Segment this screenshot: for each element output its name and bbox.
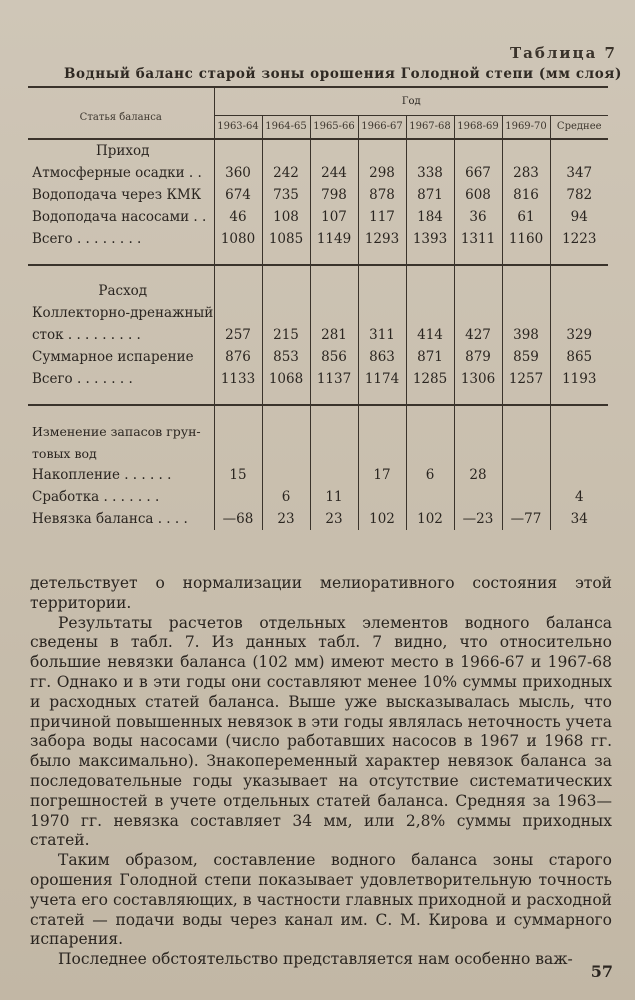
value-cell: 244 [310,162,358,184]
value-cell: 108 [262,206,310,228]
empty-cell [358,420,406,442]
value-cell [406,486,454,508]
empty-cell [502,265,550,280]
value-cell [214,486,262,508]
table-caption: Водный баланс старой зоны орошения Голодной степи (мм слоя) [64,66,622,82]
year-group-header: Год [214,87,608,115]
empty-cell [406,302,454,324]
empty-cell [262,405,310,420]
empty-cell [550,265,608,280]
value-cell: 865 [566,349,593,365]
empty-cell [454,280,502,302]
value-cell [262,464,310,486]
section-title-change: Изменение запасов грун- [28,420,214,442]
value-cell: 283 [502,162,550,184]
value-cell: 1068 [262,368,310,390]
value-cell: 338 [406,162,454,184]
spacer-cell [28,390,214,405]
empty-cell [262,390,310,405]
value-cell: 735 [262,184,310,206]
value-cell: 1257 [502,368,550,390]
value-cell: 215 [262,324,310,346]
value-cell: 117 [358,206,406,228]
stat-column-header: Статья баланса [28,87,214,139]
value-cell: 28 [454,464,502,486]
empty-cell [550,139,608,162]
empty-cell [262,280,310,302]
water-balance-table [28,86,608,530]
section-title-change-cont: товых вод [28,442,214,464]
empty-cell [358,405,406,420]
empty-cell [310,405,358,420]
value-cell: 871 [406,184,454,206]
empty-cell [406,390,454,405]
value-cell: 46 [214,206,262,228]
empty-cell [358,265,406,280]
value-cell: 1160 [502,228,550,250]
value-cell: 347 [566,165,593,181]
empty-cell [214,420,262,442]
table-row [28,162,608,184]
empty-cell [214,250,262,265]
value-cell: 1193 [562,371,597,387]
value-cell: 242 [262,162,310,184]
value-cell: 61 [502,206,550,228]
year-header: 1964-65 [262,115,310,139]
paragraph: Таким образом, составление водного баланса зоны старого орошения Голодной степи показывает удовлетворительную точность учета его составляющих, в частности главных приходной и расходной статей — подачи воды через канал им. С. М. Кирова и суммарного испарения. [30,851,612,949]
value-cell: 782 [566,187,593,203]
empty-cell [214,139,262,162]
value-cell: 863 [358,346,406,368]
value-cell: 853 [262,346,310,368]
value-cell: 1174 [358,368,406,390]
value-cell: 878 [358,184,406,206]
value-cell: 107 [310,206,358,228]
value-cell: 94 [570,209,588,225]
empty-cell [406,280,454,302]
value-cell: 414 [406,324,454,346]
empty-cell [358,139,406,162]
spacer-row [28,265,608,280]
page-number: 57 [590,962,613,981]
row-label: Суммарное испарение [28,346,214,368]
empty-cell [502,442,550,464]
value-cell: 879 [454,346,502,368]
value-cell: 298 [358,162,406,184]
section-title-income: Приход [28,139,214,162]
row-label: Водоподача через КМК [28,184,214,206]
empty-cell [310,250,358,265]
value-cell: 798 [310,184,358,206]
value-cell: 11 [310,486,358,508]
empty-cell [214,442,262,464]
table-row [28,324,608,346]
value-cell: 1393 [406,228,454,250]
value-cell: —68 [214,508,262,530]
empty-cell [454,302,502,324]
row-label: Сработка . . . . . . . [28,486,214,508]
value-cell: 23 [310,508,358,530]
value-cell: 184 [406,206,454,228]
value-cell [454,486,502,508]
paragraph: Последнее обстоятельство представляется нам особенно важ- [58,950,573,969]
empty-cell [454,250,502,265]
value-cell: 4 [574,489,584,505]
spacer-row [28,405,608,420]
section-title-expense: Расход [28,280,214,302]
spacer-cell [28,250,214,265]
value-cell: 816 [502,184,550,206]
empty-cell [454,442,502,464]
value-cell: 674 [214,184,262,206]
value-cell: 257 [214,324,262,346]
empty-cell [310,265,358,280]
paragraph: Результаты расчетов отдельных элементов водного баланса сведены в табл. 7. Из данных табл. 7 видно, что относительно большие невязки баланса (102 мм) имеют место в 1966-67 и 1967-68 гг. Однако и в эти годы они составляют менее 10% суммы приходных и расходных статей баланса. Выше уже высказывалась мысль, что причиной повышенных невязок в эти годы являлась неточность учета забора воды насосами (число работавших насосов в 1967 и 1968 гг. было максимально). Знакопеременный характер невязок баланса за последовательные годы указывает на отсутствие систематических погрешностей в учете отдельных статей баланса. Средняя за 1963—1970 гг. невязка составляет 34 мм, или 2,8% суммы приходных статей. [30,613,612,850]
year-header: 1969-70 [502,115,550,139]
value-cell: 281 [310,324,358,346]
value-cell: 876 [214,346,262,368]
value-cell: 1293 [358,228,406,250]
empty-cell [454,265,502,280]
empty-cell [550,420,608,442]
value-cell: 1137 [310,368,358,390]
row-label: сток . . . . . . . . . [28,324,214,346]
value-cell: 102 [406,508,454,530]
empty-cell [406,405,454,420]
empty-cell [214,405,262,420]
table-row [28,442,608,464]
empty-cell [454,390,502,405]
empty-cell [262,442,310,464]
value-cell: 102 [358,508,406,530]
empty-cell [262,265,310,280]
value-cell [502,464,550,486]
row-label: Водоподача насосами . . [28,206,214,228]
empty-cell [310,302,358,324]
row-label: Невязка баланса . . . . [28,508,214,530]
spacer-cell [28,405,214,420]
empty-cell [502,302,550,324]
value-cell: 1311 [454,228,502,250]
row-label: Коллекторно-дренажный [28,302,214,324]
paragraph: детельствует о нормализации мелиоративного состояния этой территории. [30,574,612,612]
value-cell: 311 [358,324,406,346]
year-header: 1965-66 [310,115,358,139]
table-row [28,420,608,442]
empty-cell [214,390,262,405]
empty-cell [502,139,550,162]
empty-cell [550,250,608,265]
value-cell: 15 [214,464,262,486]
year-header: 1963-64 [214,115,262,139]
value-cell [358,486,406,508]
average-header: Среднее [550,115,608,139]
year-header: 1968-69 [454,115,502,139]
table-number-label: Таблица 7 [509,44,617,62]
empty-cell [214,302,262,324]
table-row [28,139,608,162]
table-row [28,346,608,368]
value-cell: 1085 [262,228,310,250]
value-cell: 398 [502,324,550,346]
empty-cell [262,302,310,324]
row-label: Всего . . . . . . . [28,368,214,390]
value-cell: 6 [262,486,310,508]
empty-cell [550,280,608,302]
spacer-row [28,250,608,265]
empty-cell [310,420,358,442]
empty-cell [310,390,358,405]
table-row [28,368,608,390]
year-header: 1967-68 [406,115,454,139]
empty-cell [550,405,608,420]
empty-cell [262,139,310,162]
table-row [28,464,608,486]
empty-cell [502,390,550,405]
table-row [28,508,608,530]
spacer-row [28,390,608,405]
value-cell: 17 [358,464,406,486]
empty-cell [358,250,406,265]
empty-cell [358,280,406,302]
empty-cell [550,390,608,405]
empty-cell [310,139,358,162]
table-row [28,280,608,302]
table-row [28,184,608,206]
empty-cell [358,302,406,324]
value-cell: —23 [454,508,502,530]
table-row [28,302,608,324]
empty-cell [454,139,502,162]
value-cell: 34 [570,511,588,527]
value-cell: 36 [454,206,502,228]
empty-cell [502,405,550,420]
value-cell: 608 [454,184,502,206]
spacer-cell [28,265,214,280]
value-cell [502,486,550,508]
empty-cell [310,280,358,302]
empty-cell [406,139,454,162]
empty-cell [454,420,502,442]
value-cell: 1133 [214,368,262,390]
empty-cell [406,265,454,280]
empty-cell [406,420,454,442]
value-cell: 667 [454,162,502,184]
empty-cell [406,442,454,464]
table-row [28,228,608,250]
empty-cell [550,442,608,464]
value-cell: —77 [502,508,550,530]
value-cell: 859 [502,346,550,368]
value-cell: 360 [214,162,262,184]
value-cell: 1080 [214,228,262,250]
value-cell: 1223 [562,231,597,247]
empty-cell [502,420,550,442]
empty-cell [262,250,310,265]
row-label: Атмосферные осадки . . [28,162,214,184]
table-row [28,206,608,228]
empty-cell [358,442,406,464]
value-cell: 1285 [406,368,454,390]
empty-cell [214,265,262,280]
value-cell: 1149 [310,228,358,250]
value-cell [310,464,358,486]
empty-cell [406,250,454,265]
value-cell: 871 [406,346,454,368]
value-cell: 856 [310,346,358,368]
empty-cell [502,280,550,302]
value-cell: 427 [454,324,502,346]
empty-cell [262,420,310,442]
value-cell: 1306 [454,368,502,390]
row-label: Всего . . . . . . . . [28,228,214,250]
table-row [28,486,608,508]
value-cell [550,464,608,486]
value-cell: 6 [406,464,454,486]
empty-cell [502,250,550,265]
row-label: Накопление . . . . . . [28,464,214,486]
empty-cell [454,405,502,420]
empty-cell [310,442,358,464]
value-cell: 329 [566,327,593,343]
value-cell: 23 [262,508,310,530]
empty-cell [214,280,262,302]
body-text [30,574,612,970]
empty-cell [550,302,608,324]
year-header: 1966-67 [358,115,406,139]
empty-cell [358,390,406,405]
